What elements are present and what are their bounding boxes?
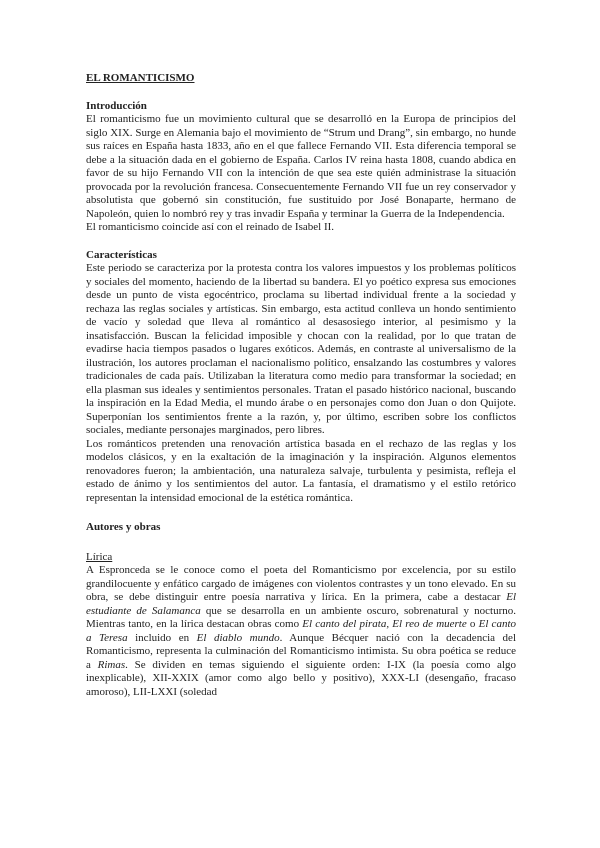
lirica-heading: Lírica (86, 550, 113, 563)
document-title: EL ROMANTICISMO (86, 72, 195, 84)
caracteristicas-paragraph-1: Este periodo se caracteriza por la protesta contra los valores impuestos y los problemas políticos y sociales del momento, haciendo de la libertad su bandera. El yo poético expresa sus emociones desde un punto de vista egocéntrico, proclama su libertad individual frente a la sociedad y rechaza las reglas sociales y artísticas. Sin embargo, esta actitud conlleva un hondo sentimiento de vacío y soledad que lleva al romántico al desasosiego interior, al pesimismo y la insatisfacción. Buscan la felicidad imposible y chocan con la realidad, por lo que tratan de evadirse hacia tiempos pasados o lugares exóticos. Además, en contraste al universalismo de la ilustración, los autores proclaman el nacionalismo político, ensalzando las costumbres y valores tradicionales de cada país. Utilizaban la literatura como medio para transformar la sociedad; en ella plasman sus ideales y sentimientos personales. Tratan el pasado histórico nacional, buscando la inspiración en la Edad Media, el mundo árabe o en personajes como don Juan o don Quijote. Superponían los sentimientos frente a la razón, y, por último, escriben sobre los conflictos sociales, mediante personajes marginados, pero libres. (86, 262, 516, 436)
intro-heading: Introducción (86, 99, 147, 112)
lirica-text-3: o (466, 618, 479, 630)
autores-heading: Autores y obras (86, 521, 161, 533)
section-spacer (86, 505, 516, 521)
work-title-estudiante: El estudiante de Salamanca (86, 591, 516, 617)
caracteristicas-paragraph-2: Los románticos pretenden una renovación artística basada en el rechazo de las reglas y los modelos clásicos, y en la exaltación de la imaginación y la inspiración. Algunos elementos renovadores fueron; la ambientación, una naturaleza salvaje, turbulenta y pesimista, refleja el estado de ánimo y los sentimientos del autor. La fantasía, el dramatismo y el estilo retórico representan la intensidad emocional de la estética romántica. (86, 437, 516, 504)
lirica-text-4: incluido en (127, 631, 197, 644)
work-title-canto-teresa: El canto a Teresa (86, 618, 516, 644)
work-title-diablo-mundo: El diablo mundo (196, 631, 280, 644)
lirica-text-6: . Se dividen en temas siguiendo el siguiente orden: I-IX (la poesía como algo inexplicable), XII-XXIX (amor como algo bello y positivo), XXX-LI (desengaño, fracaso amoroso), LII-LXXI (soledad (86, 658, 516, 698)
document-page (86, 72, 516, 699)
intro-closing-paragraph: El romanticismo coincide así con el reinado de Isabel II. (86, 221, 335, 233)
caracteristicas-heading: Características (86, 248, 157, 261)
work-title-rimas: Rimas (97, 658, 126, 671)
section-spacer (86, 535, 516, 551)
lirica-text-2: que se desarrolla en un ambiente oscuro, sobrenatural y nocturno. Mientras tanto, en la lírica destacan obras como (86, 604, 516, 630)
section-spacer (86, 235, 516, 249)
intro-paragraph: El romanticismo fue un movimiento cultural que se desarrolló en la Europa de principios del siglo XIX. Surge en Alemania bajo el movimiento de “Strum und Drang”, sin embargo, no hunde sus raíces en España hasta 1833, año en el que fallece Fernando VII. Esta diferencia temporal se debe a la situación dada en el gobierno de España. Carlos IV reina hasta 1808, cuando abdica en favor de su hijo Fernando VII con la intención de que sea este quién administrase la situación provocada por la revolución francesa. Consecuentemente Fernando VII fue un rey conservador y absolutista que gobernó sin constitución, fue sustituido por José Bonaparte, hermano de Napoleón, quien lo nombró rey y tras invadir España y terminar la Guerra de la Independencia. (86, 113, 516, 220)
work-title-pirata-reo: El canto del pirata, El reo de muerte (302, 618, 467, 630)
lirica-text-5: . Aunque Bécquer nació con la decadencia del Romanticismo, representa la culminación del Romanticismo intimista. Su obra poética se reduce a (86, 631, 517, 671)
lirica-text-1: A Espronceda se le conoce como el poeta del Romanticismo por excelencia, por su estilo grandilocuente y enfático cargado de imágenes con violentos contrastes y un tono elevado. En su obra, se debe distinguir entre poesía narrativa y lírica. En la primera, cabe a destacar (86, 564, 516, 603)
lirica-paragraph (86, 564, 516, 699)
